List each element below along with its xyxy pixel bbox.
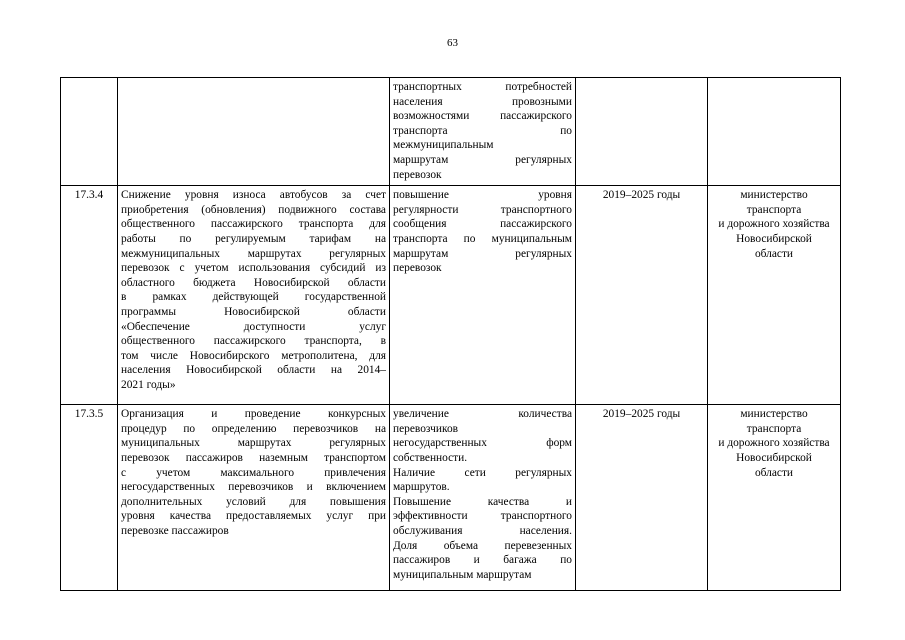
text-line: программы Новосибирской области — [121, 305, 386, 318]
result-cell — [390, 186, 576, 405]
measures-table — [60, 77, 841, 591]
table-row — [61, 405, 841, 591]
text-line: Повышение качества и — [393, 495, 572, 508]
item-number-cell: 17.3.5 — [61, 405, 118, 591]
text-line: Доля объема перевезенных — [393, 539, 572, 552]
text-line: и дорожного хозяйства — [718, 218, 830, 231]
text-line: муниципальных маршрутах регулярных — [121, 437, 386, 450]
text-line: с учетом максимального привлечения — [121, 466, 386, 479]
text-line: перевозок пассажиров наземным транспортом — [121, 451, 386, 464]
activity-cell — [118, 78, 390, 186]
text-line: перевозок с учетом использования субсидий из — [121, 262, 386, 275]
text-line: повышение уровня — [393, 189, 572, 202]
text-line: негосударственных перевозчиков и включением — [121, 481, 386, 494]
text-line: области — [754, 247, 794, 260]
text-line: работы по регулируемым тарифам на — [121, 232, 386, 245]
text-line: маршрутам регулярных — [393, 153, 572, 166]
text-line: и дорожного хозяйства — [718, 437, 830, 450]
text-line: в рамках действующей государственной — [121, 291, 386, 304]
text-line: негосударственных форм — [393, 437, 572, 450]
text-line: «Обеспечение доступности услуг — [121, 320, 386, 333]
text-line: Новосибирской — [736, 232, 812, 245]
text-line: перевозчиков — [393, 422, 459, 435]
table-row — [61, 78, 841, 186]
executor-cell — [708, 405, 841, 591]
text-line: возможностями пассажирского — [393, 110, 572, 123]
text-line: общественного пассажирского транспорта, в — [121, 335, 386, 348]
text-line: пассажиров и багажа по — [393, 554, 572, 567]
text-line: Новосибирской — [736, 451, 812, 464]
text-line: Организация и проведение конкурсных — [121, 408, 386, 421]
text-line: населения Новосибирской области на 2014– — [121, 364, 386, 377]
text-line: транспорта — [746, 422, 802, 435]
text-line: межмуниципальных маршрутах регулярных — [121, 247, 386, 260]
text-line: межмуниципальным — [393, 139, 494, 152]
result-cell — [390, 405, 576, 591]
table-row — [61, 186, 841, 405]
text-line: транспорта по — [393, 124, 572, 137]
text-line: областного бюджета Новосибирской области — [121, 276, 386, 289]
text-line: министерство — [740, 408, 808, 421]
text-line: сообщения пассажирского — [393, 218, 572, 231]
page-number: 63 — [447, 37, 458, 49]
text-line: министерство — [740, 189, 808, 202]
text-line: регулярности транспортного — [393, 203, 572, 216]
text-line: Наличие сети регулярных — [393, 466, 572, 479]
text-line: Снижение уровня износа автобусов за счет — [121, 189, 386, 202]
period-cell: 2019–2025 годы — [576, 186, 708, 405]
text-line: увеличение количества — [393, 408, 572, 421]
item-number-cell: 17.3.4 — [61, 186, 118, 405]
activity-cell — [118, 405, 390, 591]
activity-cell — [118, 186, 390, 405]
executor-cell — [708, 78, 841, 186]
text-line: транспортных потребностей — [393, 81, 572, 93]
text-line: том числе Новосибирского метрополитена, для — [121, 349, 386, 362]
text-line: транспорта по муниципальным — [393, 232, 572, 245]
text-line: собственности. — [393, 451, 468, 464]
text-line: перевозок — [393, 168, 442, 181]
text-line: транспорта — [746, 203, 802, 216]
text-line: перевозке пассажиров — [121, 524, 229, 537]
text-line: маршрутов. — [393, 481, 450, 494]
period-cell: 2019–2025 годы — [576, 405, 708, 591]
text-line: общественного пассажирского транспорта для — [121, 218, 386, 231]
text-line: области — [754, 466, 794, 479]
text-line: 2021 годы» — [121, 378, 176, 391]
text-line: муниципальным маршрутам — [393, 568, 532, 581]
text-line: эффективности транспортного — [393, 510, 572, 523]
period-cell — [576, 78, 708, 186]
executor-cell — [708, 186, 841, 405]
text-line: приобретения (обновления) подвижного состава — [121, 203, 386, 216]
text-line: процедур по определению перевозчиков на — [121, 422, 386, 435]
text-line: маршрутам регулярных — [393, 247, 572, 260]
text-line: перевозок — [393, 262, 442, 275]
text-line: дополнительных условий для повышения — [121, 495, 386, 508]
text-line: обслуживания населения. — [393, 524, 572, 537]
text-line: уровня качества предоставляемых услуг при — [121, 510, 386, 523]
result-cell — [390, 78, 576, 186]
text-line: населения провозными — [393, 95, 572, 108]
item-number-cell — [61, 78, 118, 186]
